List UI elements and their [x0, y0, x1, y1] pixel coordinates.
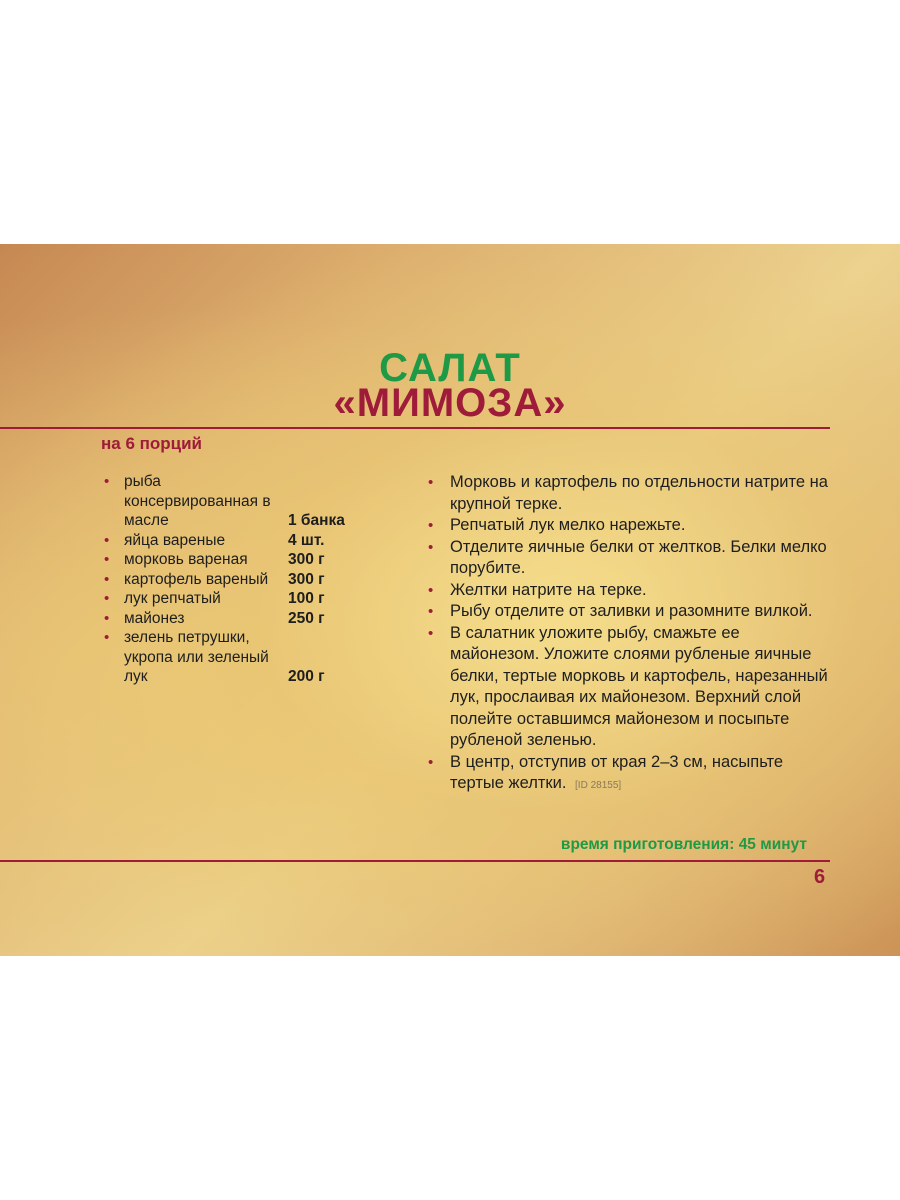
- ingredient-qty: 1 банка: [288, 512, 345, 529]
- step-text: В салатник уложите рыбу, смажьте ее майонезом. Уложите слоями рубленые яичные белки, тертые морковь и картофель, нарезанный лук, прослаивая их майонезом. Верхний слой полейте оставшимся майонезом и посыпьте рубленой зеленью.: [450, 623, 828, 749]
- ingredient-name: морковь вареная: [124, 551, 248, 568]
- steps-list: [428, 472, 828, 797]
- bullet-icon: •: [104, 570, 110, 588]
- step-item: [428, 623, 828, 752]
- ingredient-name: яйца вареные: [124, 531, 226, 549]
- step-text: Рыбу отделите от заливки и разомните вилкой.: [450, 602, 813, 620]
- ingredient-item: [104, 531, 354, 551]
- ingredient-item: [104, 628, 354, 687]
- ingredients-list: [104, 472, 354, 687]
- ingredient-name: майонез: [124, 609, 185, 627]
- recipe-page: [0, 244, 900, 956]
- step-item: [428, 537, 828, 580]
- bullet-icon: •: [104, 590, 110, 607]
- ingredient-name: рыба консервированная в масле: [124, 473, 271, 529]
- page-number: 6: [814, 866, 826, 888]
- recipe-title-line1: САЛАТ: [379, 346, 521, 390]
- step-text: Морковь и картофель по отдельности натрите на крупной терке.: [450, 473, 828, 513]
- step-text: Желтки натрите на терке.: [450, 580, 647, 599]
- ingredient-name: картофель вареный: [124, 570, 269, 588]
- step-text: В центр, отступив от края 2–3 см, насыпьте тертые желтки.: [450, 752, 784, 792]
- cooking-time: время приготовления: 45 минут: [560, 836, 807, 853]
- bullet-icon: •: [428, 538, 434, 556]
- ingredient-qty: 300 г: [288, 570, 325, 588]
- bullet-icon: •: [428, 474, 434, 491]
- ingredient-name: лук репчатый: [124, 590, 221, 607]
- bullet-icon: •: [104, 609, 110, 627]
- step-text: Отделите яичные белки от желтков. Белки мелко порубите.: [450, 537, 827, 577]
- ingredient-qty: 200 г: [288, 668, 325, 685]
- recipe-title-line2: «МИМОЗА»: [333, 381, 567, 425]
- bullet-icon: •: [104, 531, 110, 549]
- step-item: [428, 752, 828, 797]
- ingredient-qty: 250 г: [288, 609, 325, 627]
- bullet-icon: •: [104, 629, 110, 646]
- ingredient-item: [104, 609, 354, 629]
- bullet-icon: •: [428, 517, 434, 534]
- ingredient-item: [104, 550, 354, 570]
- ingredient-item: [104, 589, 354, 609]
- bullet-icon: •: [428, 603, 434, 620]
- bullet-icon: •: [428, 753, 434, 771]
- step-item: [428, 472, 828, 515]
- reference-id: [ID 28155]: [575, 780, 622, 791]
- ingredient-qty: 100 г: [288, 590, 325, 607]
- step-item: [428, 515, 828, 537]
- ingredient-qty: 4 шт.: [288, 531, 325, 549]
- portions-label: на 6 порций: [101, 434, 203, 453]
- ingredient-name: зелень петрушки, укропа или зеленый лук: [124, 629, 269, 685]
- bottom-divider: [0, 860, 830, 862]
- bullet-icon: •: [428, 624, 434, 642]
- ingredient-item: [104, 472, 354, 531]
- step-item: [428, 601, 828, 623]
- top-divider: [0, 427, 830, 429]
- ingredient-qty: 300 г: [288, 551, 325, 568]
- bullet-icon: •: [104, 473, 110, 490]
- ingredient-item: [104, 570, 354, 590]
- step-item: [428, 580, 828, 602]
- step-text: Репчатый лук мелко нарежьте.: [450, 516, 686, 534]
- bullet-icon: •: [104, 551, 110, 568]
- bullet-icon: •: [428, 581, 434, 599]
